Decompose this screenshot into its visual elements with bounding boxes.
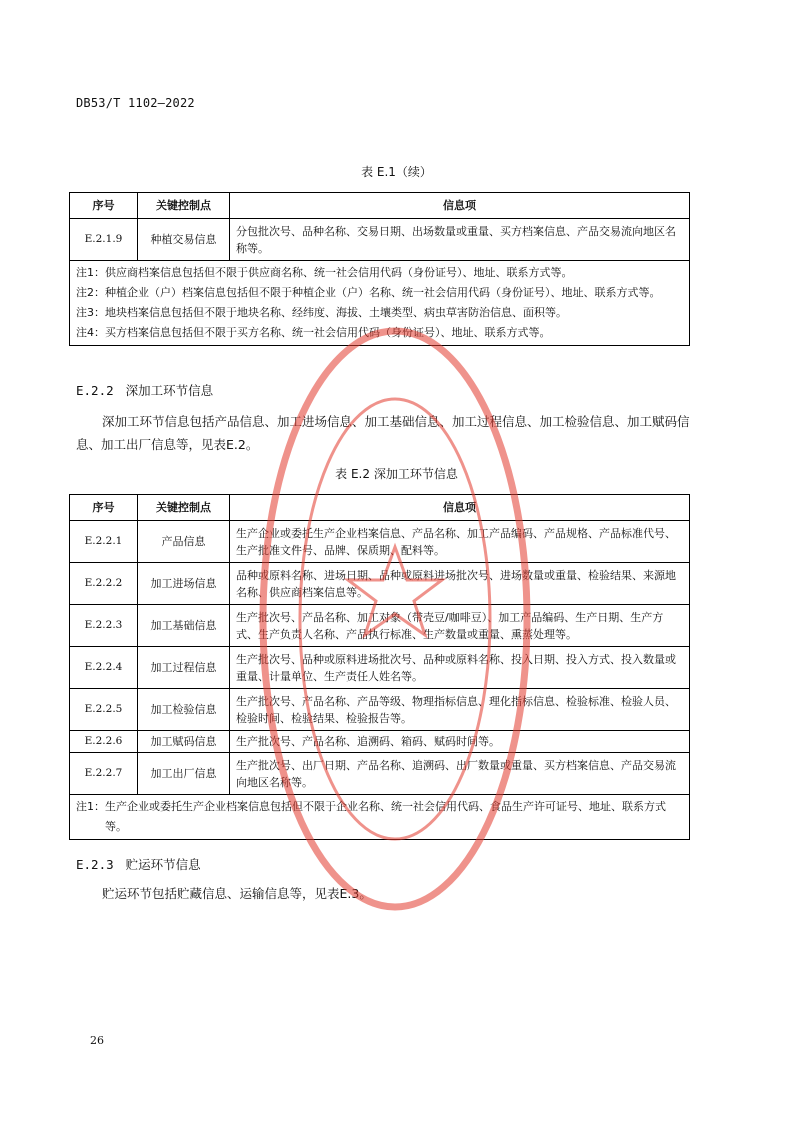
row-control-point: 加工赋码信息	[138, 731, 230, 753]
row-info: 生产批次号、产品名称、追溯码、箱码、赋码时间等。	[230, 731, 690, 753]
row-id: E.2.2.6	[70, 731, 138, 753]
section-e23-paragraph: 贮运环节包括贮藏信息、运输信息等，见表E.3。	[102, 886, 372, 901]
section-e22-paragraph: 深加工环节信息包括产品信息、加工进场信息、加工基础信息、加工过程信息、加工检验信息、加工赋码信息、加工出厂信息等，见表E.2。	[76, 414, 690, 452]
column-header-id: 序号	[70, 193, 138, 219]
note-label: 注1：	[76, 266, 105, 279]
column-header-control-point: 关键控制点	[138, 495, 230, 521]
row-id: E.2.1.9	[70, 219, 138, 261]
note	[76, 263, 683, 283]
note-text: 生产企业或委托生产企业档案信息包括但不限于企业名称、统一社会信用代码、食品生产许可证号、地址、联系方式等。	[105, 800, 666, 833]
row-id: E.2.2.1	[70, 521, 138, 563]
table-row	[70, 563, 690, 605]
section-title: 深加工环节信息	[125, 383, 214, 398]
row-control-point: 种植交易信息	[138, 219, 230, 261]
note-label: 注1：	[76, 800, 105, 813]
table-e1	[69, 192, 690, 346]
table-notes-row	[70, 795, 690, 840]
page-number: 26	[90, 1034, 104, 1047]
table-row	[70, 219, 690, 261]
table-e2	[69, 494, 690, 840]
section-title: 贮运环节信息	[125, 857, 201, 872]
note-label: 注3：	[76, 306, 105, 319]
note-text: 供应商档案信息包括但不限于供应商名称、统一社会信用代码（身份证号）、地址、联系方式等。	[105, 266, 573, 279]
table-e2-header-row	[70, 495, 690, 521]
row-id: E.2.2.2	[70, 563, 138, 605]
row-control-point: 加工检验信息	[138, 689, 230, 731]
note-label: 注4：	[76, 326, 105, 339]
column-header-info: 信息项	[230, 495, 690, 521]
section-number: E.2.2	[76, 383, 114, 398]
row-info: 分包批次号、品种名称、交易日期、出场数量或重量、买方档案信息、产品交易流向地区名称等。	[230, 219, 690, 261]
table-e2-caption: 表 E.2 深加工环节信息	[335, 467, 458, 481]
note	[76, 303, 683, 323]
note-text: 地块档案信息包括但不限于地块名称、经纬度、海拔、土壤类型、病虫草害防治信息、面积等。	[105, 306, 567, 319]
table-notes-row	[70, 261, 690, 346]
document-code: DB53/T 1102—2022	[76, 96, 195, 110]
table-notes	[70, 261, 690, 346]
note	[76, 797, 683, 837]
note	[76, 323, 683, 343]
row-id: E.2.2.4	[70, 647, 138, 689]
table-row	[70, 647, 690, 689]
note-text: 买方档案信息包括但不限于买方名称、统一社会信用代码（身份证号）、地址、联系方式等。	[105, 326, 551, 339]
table-row	[70, 753, 690, 795]
table-row	[70, 521, 690, 563]
row-control-point: 加工进场信息	[138, 563, 230, 605]
section-number: E.2.3	[76, 857, 114, 872]
column-header-id: 序号	[70, 495, 138, 521]
row-info: 生产批次号、出厂日期、产品名称、追溯码、出厂数量或重量、买方档案信息、产品交易流向地区名称等。	[230, 753, 690, 795]
section-heading-e23	[76, 855, 201, 873]
table-row	[70, 689, 690, 731]
row-control-point: 产品信息	[138, 521, 230, 563]
row-info: 生产批次号、品种或原料进场批次号、品种或原料名称、投入日期、投入方式、投入数量或重量、计量单位、生产责任人姓名等。	[230, 647, 690, 689]
row-id: E.2.2.7	[70, 753, 138, 795]
row-control-point: 加工出厂信息	[138, 753, 230, 795]
note	[76, 283, 683, 303]
table-e1-header-row	[70, 193, 690, 219]
table-e1-caption: 表 E.1（续）	[361, 165, 432, 179]
row-id: E.2.2.5	[70, 689, 138, 731]
row-id: E.2.2.3	[70, 605, 138, 647]
table-row	[70, 731, 690, 753]
table-row	[70, 605, 690, 647]
column-header-info: 信息项	[230, 193, 690, 219]
row-control-point: 加工过程信息	[138, 647, 230, 689]
section-heading-e22	[76, 381, 213, 399]
row-info: 生产批次号、产品名称、加工对象（带壳豆/咖啡豆）、加工产品编码、生产日期、生产方式、生产负责人名称、产品执行标准、生产数量或重量、熏蒸处理等。	[230, 605, 690, 647]
row-info: 生产批次号、产品名称、产品等级、物理指标信息、理化指标信息、检验标准、检验人员、检验时间、检验结果、检验报告等。	[230, 689, 690, 731]
note-text: 种植企业（户）档案信息包括但不限于种植企业（户）名称、统一社会信用代码（身份证号）、地址、联系方式等。	[105, 286, 661, 299]
column-header-control-point: 关键控制点	[138, 193, 230, 219]
row-info: 品种或原料名称、进场日期、品种或原料进场批次号、进场数量或重量、检验结果、来源地名称、供应商档案信息等。	[230, 563, 690, 605]
note-label: 注2：	[76, 286, 105, 299]
row-control-point: 加工基础信息	[138, 605, 230, 647]
row-info: 生产企业或委托生产企业档案信息、产品名称、加工产品编码、产品规格、产品标准代号、生产批准文件号、品牌、保质期、配料等。	[230, 521, 690, 563]
table-notes	[70, 795, 690, 840]
